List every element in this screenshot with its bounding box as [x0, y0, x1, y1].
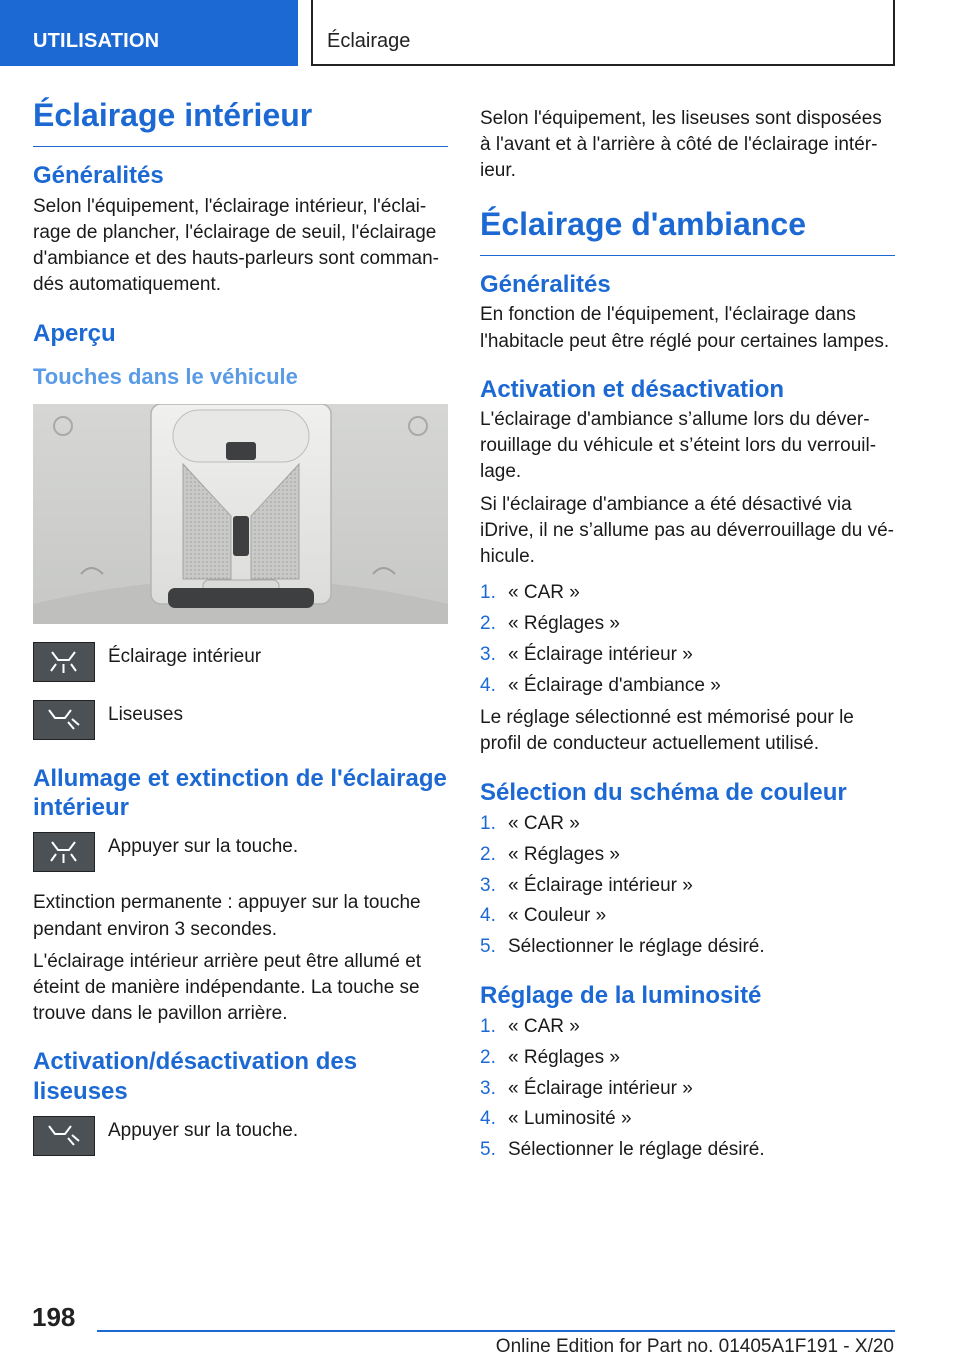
color-steps: [480, 811, 895, 961]
list-item: 5. Sélectionner le réglage désiré.: [480, 1139, 765, 1161]
section-tab: [0, 0, 298, 66]
list-item: 4. « Luminosité »: [480, 1108, 632, 1130]
list-item: 2. « Réglages »: [480, 843, 620, 865]
reading-light-icon: [33, 700, 95, 740]
page-footer: [0, 1290, 960, 1362]
heading-general: Généralités: [33, 162, 164, 190]
interior-light-icon: [33, 832, 95, 872]
left-column: [33, 96, 448, 1174]
legend-label-reading-light: Liseuses: [108, 703, 183, 725]
heading-color-scheme: Sélection du schéma de couleur: [480, 778, 847, 806]
page-number: 198: [32, 1302, 76, 1332]
list-item: 3. « Éclairage intérieur »: [480, 874, 693, 896]
activation-steps: [480, 580, 895, 699]
edition-text: Online Edition for Part no. 01405A1F191 - X/20: [495, 1336, 894, 1357]
ambient-general-text: En fonction de l'équipement, l'éclairage dans l'habitacle peut être réglé pour certaines lampes.: [480, 304, 890, 352]
switch-instruction: Appuyer sur la touche.: [108, 836, 299, 858]
heading-brightness: Réglage de la luminosité: [480, 981, 762, 1009]
heading-buttons: Touches dans le véhicule: [33, 363, 298, 389]
heading-ambient-general: Généralités: [480, 271, 611, 299]
section-label: UTILISATION: [33, 30, 160, 52]
chapter-box: [311, 0, 895, 66]
switch-instruction-row: [33, 832, 448, 876]
list-item: 5. Sélectionner le réglage désiré.: [480, 936, 765, 958]
activation-text-idrive: Si l'éclairage d'ambiance a été désactivé via iDrive, il ne s’allume pas au déverrouillage du vé-hicule.: [480, 493, 894, 568]
list-item: 4. « Éclairage d'ambiance »: [480, 674, 721, 696]
footer-rule: [97, 1330, 895, 1332]
page-header: [0, 0, 960, 66]
general-text: Selon l'équipement, l'éclairage intérieur, l'éclai-rage de plancher, l'éclairage de seuil, l'éclairage d'ambiance et des hauts-parleurs sont comman-dés automatiquement.: [33, 195, 439, 296]
reading-instruction: Appuyer sur la touche.: [108, 1119, 299, 1141]
switch-text-permanent: Extinction permanente : appuyer sur la touche pendant environ 3 secondes.: [33, 892, 421, 940]
list-item: 4. « Couleur »: [480, 905, 607, 927]
list-item: 1. « CAR »: [480, 582, 580, 604]
list-item: 3. « Éclairage intérieur »: [480, 1077, 693, 1099]
legend-row-interior-light: [33, 642, 448, 686]
reading-instruction-row: [33, 1116, 448, 1160]
activation-note: Le réglage sélectionné est mémorisé pour le profil de conducteur actuellement utilisé.: [480, 707, 854, 755]
title-interior-lighting: Éclairage intérieur: [33, 96, 448, 147]
list-item: 2. « Réglages »: [480, 1046, 620, 1068]
list-item: 2. « Réglages »: [480, 613, 620, 635]
activation-text-unlock: L'éclairage d'ambiance s’allume lors du déver-rouillage du véhicule et s’éteint lors du verrouil-lage.: [480, 409, 877, 483]
switch-text-rear: L'éclairage intérieur arrière peut être allumé et éteint de manière indépendante. La touche se trouve dans le pavillon arrière.: [33, 950, 422, 1025]
reading-lights-placement-text: Selon l'équipement, les liseuses sont disposées à l'avant et à l'arrière à côté de l'éclairage intér-ieur.: [480, 108, 882, 182]
heading-overview: Aperçu: [33, 319, 116, 347]
legend-label-interior-light: Éclairage intérieur: [108, 645, 262, 667]
right-column: [480, 96, 895, 1170]
chapter-label: Éclairage: [327, 30, 411, 52]
reading-light-icon: [33, 1116, 95, 1156]
interior-light-icon: [33, 642, 95, 682]
legend-row-reading-light: [33, 700, 448, 744]
list-item: 3. « Éclairage intérieur »: [480, 643, 693, 665]
list-item: 1. « CAR »: [480, 812, 580, 834]
heading-switch-interior: Allumage et extinction de l'éclairage intérieur: [33, 764, 447, 822]
list-item: 1. « CAR »: [480, 1015, 580, 1037]
heading-reading-lights: Activation/désactivation des liseuses: [33, 1048, 358, 1105]
heading-activation: Activation et désactivation: [480, 375, 785, 403]
title-ambient-lighting: Éclairage d'ambiance: [480, 205, 895, 256]
brightness-steps: [480, 1014, 895, 1164]
roof-console-photo: [33, 404, 448, 624]
